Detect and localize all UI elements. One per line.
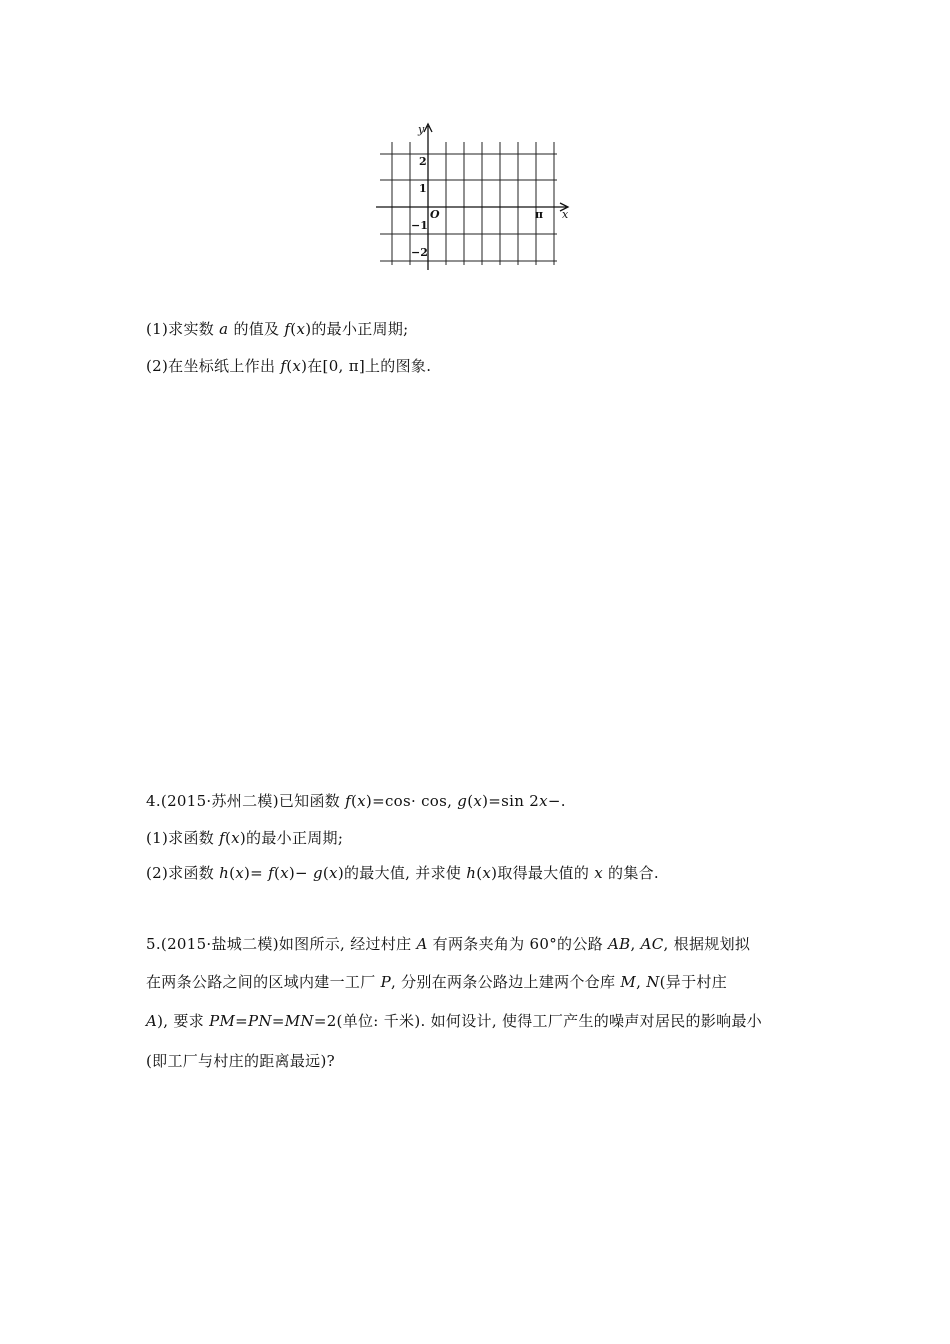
q5-line1: 5.(2015·盐城二模)如图所示, 经过村庄 A 有两条夹角为 60°的公路 AB, AC, 根据规划拟 <box>146 935 751 953</box>
q4-stem: 4.(2015·苏州二模)已知函数 f(x)=cos· cos, g(x)=sin 2x−. <box>146 792 566 810</box>
origin-label: O <box>430 208 440 221</box>
y-tick-neg1: −1 <box>411 219 428 232</box>
q4-part1: (1)求函数 f(x)的最小正周期; <box>146 829 344 847</box>
y-axis-label: y <box>418 123 425 136</box>
y-tick-2: 2 <box>419 155 427 168</box>
coordinate-grid <box>372 120 572 275</box>
q3-part1: (1)求实数 a 的值及 f(x)的最小正周期; <box>146 320 409 338</box>
y-tick-1: 1 <box>419 182 427 195</box>
q5-line4: (即工厂与村庄的距离最远)? <box>146 1052 335 1070</box>
pi-label: π <box>535 208 544 221</box>
q5-line2: 在两条公路之间的区域内建一工厂 P, 分别在两条公路边上建两个仓库 M, N(异于村庄 <box>146 973 727 991</box>
y-tick-neg2: −2 <box>411 246 428 259</box>
grid-svg <box>372 120 572 275</box>
x-axis-label: x <box>562 208 569 221</box>
q4-part2: (2)求函数 h(x)= f(x)− g(x)的最大值, 并求使 h(x)取得最大值的 x 的集合. <box>146 864 660 882</box>
q3-part2: (2)在坐标纸上作出 f(x)在[0, π]上的图象. <box>146 357 432 375</box>
q5-line3: A), 要求 PM=PN=MN=2(单位: 千米). 如何设计, 使得工厂产生的噪声对居民的影响最小 <box>146 1012 763 1030</box>
